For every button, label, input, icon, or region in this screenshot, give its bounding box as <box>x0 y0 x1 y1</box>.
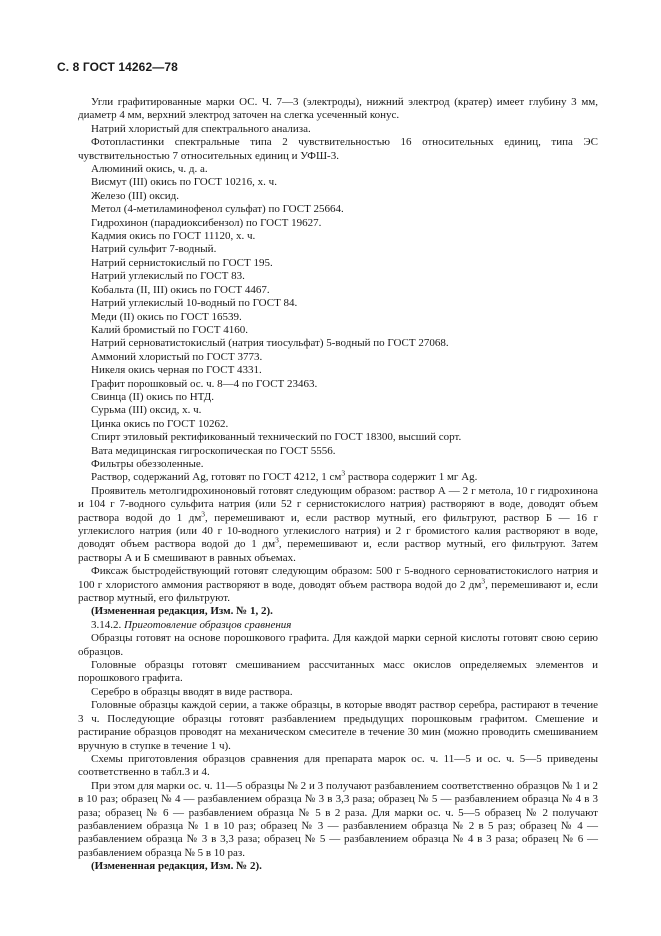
reagent-item: Спирт этиловый ректификованный технический по ГОСТ 18300, высший сорт. <box>91 431 462 444</box>
developer-superscript-2: 3 <box>275 535 279 545</box>
reagent-item: Вата медицинская гигроскопическая по ГОСТ 5556. <box>91 444 336 457</box>
paragraph-graphite-electrodes: Угли графитированные марки ОС. Ч. 7—3 (электроды), нижний электрод (кратер) имеет глубину 3 мм, диаметр 4 мм, верхний электрод заточен на слегка усеченный конус. <box>78 96 598 122</box>
reagent-item: Висмут (III) окись по ГОСТ 10216, х. ч. <box>91 176 277 189</box>
fixer-text-a: Фиксаж быстродействующий готовят следующим образом: 500 г 5-водного серноватистокислого натрия и 100 г хлористого аммония растворяют в воде, доводят объем раствора водой до 2 дм <box>78 565 598 591</box>
paragraph-photo-plates: Фотопластинки спектральные типа 2 чувствительностью 16 относительных единиц, типа ЭС чувствительностью 7 относительных единиц и УФШ-3. <box>78 136 598 162</box>
reagent-item: Калий бромистый по ГОСТ 4160. <box>91 323 248 336</box>
silver-text-b: раствора содержит 1 мг Ag. <box>345 471 478 484</box>
silver-text-a: Раствор, содержаний Ag, готовят по ГОСТ 4212, 1 см <box>91 471 342 484</box>
reagent-item: Аммоний хлористый по ГОСТ 3773. <box>91 350 263 363</box>
edit-note-1: (Измененная редакция, Изм. № 1, 2). <box>91 605 273 618</box>
silver-superscript: 3 <box>341 468 346 478</box>
document-body <box>78 96 598 874</box>
section-number: 3.14.2. <box>91 618 124 631</box>
fixer-superscript: 3 <box>481 575 486 585</box>
reagent-item: Натрий углекислый 10-водный по ГОСТ 84. <box>91 297 298 310</box>
reagent-item: Кобальта (II, III) окись по ГОСТ 4467. <box>91 283 270 296</box>
section-title: Приготовление образцов сравнения <box>124 618 292 631</box>
reagent-item: Графит порошковый ос. ч. 8—4 по ГОСТ 23463. <box>91 377 318 390</box>
paragraph-grinding: Головные образцы каждой серии, а также образцы, в которые вводят раствор серебра, растирают в течение 3 ч. Последующие образцы готовят разбавлением предыдущих порошковым графитом. Смешение и растирание образцов проводят на механическом смесителе в течение 30 мин (можно проводить смешиванием вручную в ступке в течение 1 ч). <box>78 699 598 752</box>
paragraph-samples-base: Образцы готовят на основе порошкового графита. Для каждой марки серной кислоты готовят свою серию образцов. <box>78 632 598 658</box>
fixer-text-b: , перемешивают и, если раствор мутный, его фильтруют. <box>78 578 599 605</box>
section-heading <box>78 619 598 632</box>
developer-superscript-1: 3 <box>201 508 206 518</box>
edit-note-2: (Измененная редакция, Изм. № 2). <box>91 860 262 873</box>
reagent-item: Меди (II) окись по ГОСТ 16539. <box>91 310 242 323</box>
paragraph-head-samples: Головные образцы готовят смешиванием рассчитанных масс окислов определяемых элементов и порошкового графита. <box>78 659 598 685</box>
page-header: С. 8 ГОСТ 14262—78 <box>57 60 178 74</box>
reagent-item: Цинка окись по ГОСТ 10262. <box>91 417 229 430</box>
developer-text-a: Проявитель метолгидрохиноновый готовят следующим образом: раствор А — 2 г метола, 10 г гидрохинона и 104 г 7-водного сульфита натрия (или 52 г сернистокислого натрия) растворяют в воде, доводят объем раствора водой до 1 дм <box>78 484 598 524</box>
reagent-item: Сурьма (III) оксид, х. ч. <box>91 404 202 417</box>
paragraph-sodium-chloride: Натрий хлористый для спектрального анализа. <box>91 122 311 135</box>
reagent-item: Железо (III) оксид. <box>91 189 179 202</box>
reagent-item: Гидрохинон (парадиоксибензол) по ГОСТ 19627. <box>91 216 322 229</box>
paragraph-silver-solution <box>78 468 598 484</box>
paragraph-silver-intro: Серебро в образцы вводят в виде раствора. <box>91 685 293 698</box>
developer-text-c: , перемешивают и, если раствор мутный, его фильтруют. Затем растворы А и Б смешивают в равных объемах. <box>78 538 598 564</box>
reagent-item: Алюминий окись, ч. д. а. <box>91 163 208 176</box>
reagent-item: Свинца (II) окись по НТД. <box>91 390 214 403</box>
paragraph-fixer <box>78 565 598 605</box>
reagent-item: Натрий сернистокислый по ГОСТ 195. <box>91 256 273 269</box>
developer-text-b: , перемешивают и, если раствор мутный, его фильтруют, раствор Б — 16 г углекислого натрия (или 40 г 10-водного углекислого натрия) и 2 г бромистого калия растворяют в воде, доводят объем раствора водой до 1 дм <box>78 511 598 551</box>
reagent-item: Натрий серноватистокислый (натрия тиосульфат) 5-водный по ГОСТ 27068. <box>91 337 449 350</box>
reagent-item: Натрий сульфит 7-водный. <box>91 243 217 256</box>
paragraph-dilution: При этом для марки ос. ч. 11—5 образцы № 2 и 3 получают разбавлением соответственно образцов № 1 и 2 в 10 раз; образец № 4 — разбавлением образца № 3 в 3,3 раза; образец № 5 — разбавлением образца № 4 в 3 раза; образец № 6 — разбавлением образца № 5 в 2 раза. Для марки ос. ч. 5—5 образец № 2 получают разбавлением образца № 1 в 10 раз; образец № 3 — разбавлением образца № 2 в 5 раз; образец № 4 — разбавлением образца № 3 в 3,3 раза; образец № 5 — разбавлением образца № 4 в 3 раза; образец № 6 — разбавлением образца № 5 в 10 раз. <box>78 779 598 859</box>
reagent-item: Никеля окись черная по ГОСТ 4331. <box>91 364 262 377</box>
reagent-item: Фильтры обеззоленные. <box>91 457 204 470</box>
paragraph-schemes: Схемы приготовления образцов сравнения для препарата марок ос. ч. 11—5 и ос. ч. 5—5 приведены соответственно в табл.3 и 4. <box>78 752 598 779</box>
paragraph-developer <box>78 485 598 565</box>
reagent-item: Метол (4-метиламинофенол сульфат) по ГОСТ 25664. <box>91 203 344 216</box>
reagent-item: Кадмия окись по ГОСТ 11120, х. ч. <box>91 230 256 243</box>
reagent-item: Натрий углекислый по ГОСТ 83. <box>91 270 245 283</box>
